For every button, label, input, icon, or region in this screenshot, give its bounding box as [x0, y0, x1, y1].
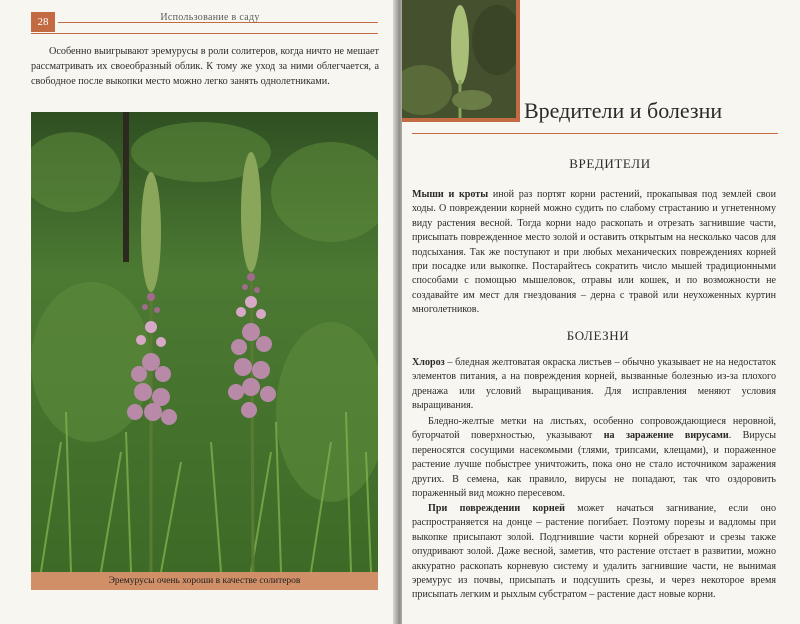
eremurus-thumbnail-photo	[402, 0, 516, 118]
pests-lead: Мыши и кроты	[412, 189, 489, 200]
right-page	[402, 0, 800, 624]
running-head: Использование в саду	[160, 12, 260, 23]
section-heading-diseases: БОЛЕЗНИ	[566, 328, 630, 343]
virus-paragraph	[412, 415, 776, 501]
chapter-title: Вредители и болезни	[524, 98, 723, 123]
thumbnail-border-horizontal	[402, 118, 520, 122]
chlorosis-lead: Хлороз	[412, 357, 445, 368]
page-number: 28	[31, 12, 55, 32]
chlorosis-paragraph	[412, 356, 776, 414]
rot-lead: При повреждении корней	[428, 503, 565, 514]
chlorosis-text: – бледная желтоватая окраска листьев – обычно указывает не на недостаток элементов питания, а на повреждения корней, вызванные болезнью из-за плохого дренажа или условий выращивания. Для исправления меняют условия выращивания.	[412, 357, 776, 412]
header-rule-lower	[31, 33, 378, 34]
root-rot-paragraph	[412, 502, 776, 603]
virus-text-b: . Вирусы переносятся сосущими насекомыми (тлями, трипсами, клещами), и пораженное растение лучше побыстрее уничтожить, пока оно не стало источником заражения других. В семена, как правило, вирусы не попадают, так что оздоровить пораженный вид можно пересевом.	[412, 430, 776, 500]
virus-text-a: Бледно-желтые метки на листьях, особенно сопровождающиеся неровной, бугорчатой поверхностью, указывают	[412, 416, 776, 442]
intro-paragraph: Особенно выигрывают эремурусы в роли солитеров, когда ничто не мешает рассматривать их своеобразный облик. К тому же уход за ними облегчается, а свободное после выкопки место можно легко занять однолетниками.	[31, 46, 379, 87]
rot-text: может начаться загнивание, если оно распространяется на донце – растение погибает. Поэтому порезы и вадломы при выкопке присыпают золой. Подгнившие части корней обрезают и срезы также опудривают золой. Даже весной, заметив, что растение отстает в развитии, можно аккуратно раскопать корневую систему и удалить загнившие части, не вынимая эремурус из почвы, присыпать и подсушить срезы, и через некоторое время присыпать легким и рыхлым субстратом – растение даст новые корни.	[412, 503, 777, 601]
chapter-rule	[412, 133, 778, 134]
pests-paragraph	[412, 188, 776, 318]
virus-lead: на заражение вирусами	[603, 430, 729, 442]
photo-caption: Эремурусы очень хороши в качестве солитеров	[31, 572, 378, 590]
pests-text: иной раз портят корни растений, прокапывая под землей свои ходы. О повреждении корней можно судить по слабому страстанию и угнетенному виду растения весной. Тогда корни надо раскопать и отрезать загнившие части, присыпать поврежденное место золой и оставить открытым на несколько часов для подсыхания. Так же поступают и при любых механических повреждениях корней при посадке или выкопке. Постарайтесь сократить число мышей традиционными способами с помощью мышеловок, отравы или кошек, и по возможности не создавайте им мест для гнездования – дерна с травой или неухоженных куртин многолетников.	[412, 189, 776, 316]
eremurus-photo	[31, 112, 378, 572]
left-page	[0, 0, 396, 624]
thumbnail-border-vertical	[516, 0, 520, 122]
section-heading-pests: ВРЕДИТЕЛИ	[569, 156, 651, 171]
